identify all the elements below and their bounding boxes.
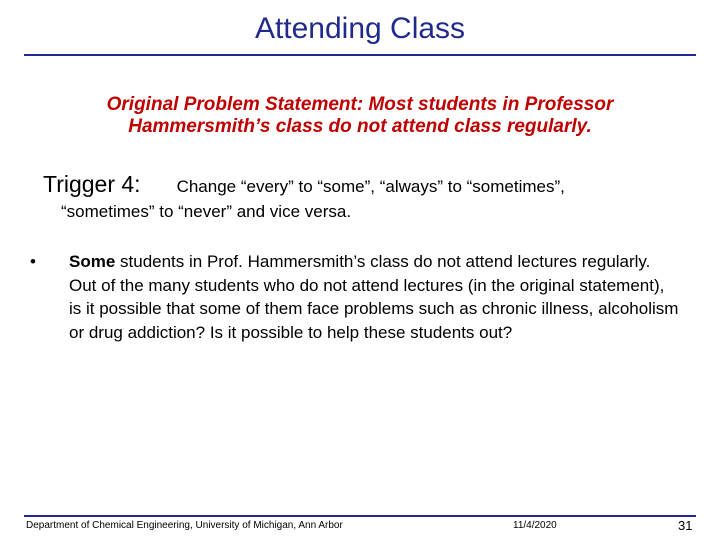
bullet-body: students in Prof. Hammersmith’s class do not attend lectures regularly. Out of the many students who do not attend lectures (in the original statement), is it possible that some of them face problems such as chronic illness, alcoholism or drug addiction? Is it possible to help these students out? bbox=[69, 252, 679, 342]
problem-statement-line-2: Hammersmith’s class do not attend class regularly. bbox=[128, 116, 592, 137]
trigger-text-line-1: Change “every” to “some”, “always” to “sometimes”, bbox=[176, 177, 565, 196]
bullet-item bbox=[30, 250, 680, 344]
bullet-text bbox=[69, 250, 680, 344]
title-divider bbox=[24, 54, 696, 56]
problem-statement bbox=[60, 94, 660, 138]
trigger-text-line-2: “sometimes” to “never” and vice versa. bbox=[61, 202, 352, 221]
bullet-icon: • bbox=[30, 252, 36, 271]
trigger-block bbox=[43, 172, 683, 224]
problem-statement-line-1: Original Problem Statement: Most students in Professor bbox=[106, 94, 614, 115]
footer-department: Department of Chemical Engineering, University of Michigan, Ann Arbor bbox=[26, 520, 343, 531]
trigger-label: Trigger 4: bbox=[43, 171, 141, 197]
slide-number: 31 bbox=[678, 518, 693, 533]
footer-date: 11/4/2020 bbox=[513, 520, 557, 531]
footer-divider bbox=[24, 515, 696, 517]
bullet-bold-word: Some bbox=[69, 252, 116, 271]
slide-title: Attending Class bbox=[254, 12, 466, 45]
trigger-line-1 bbox=[43, 172, 683, 199]
